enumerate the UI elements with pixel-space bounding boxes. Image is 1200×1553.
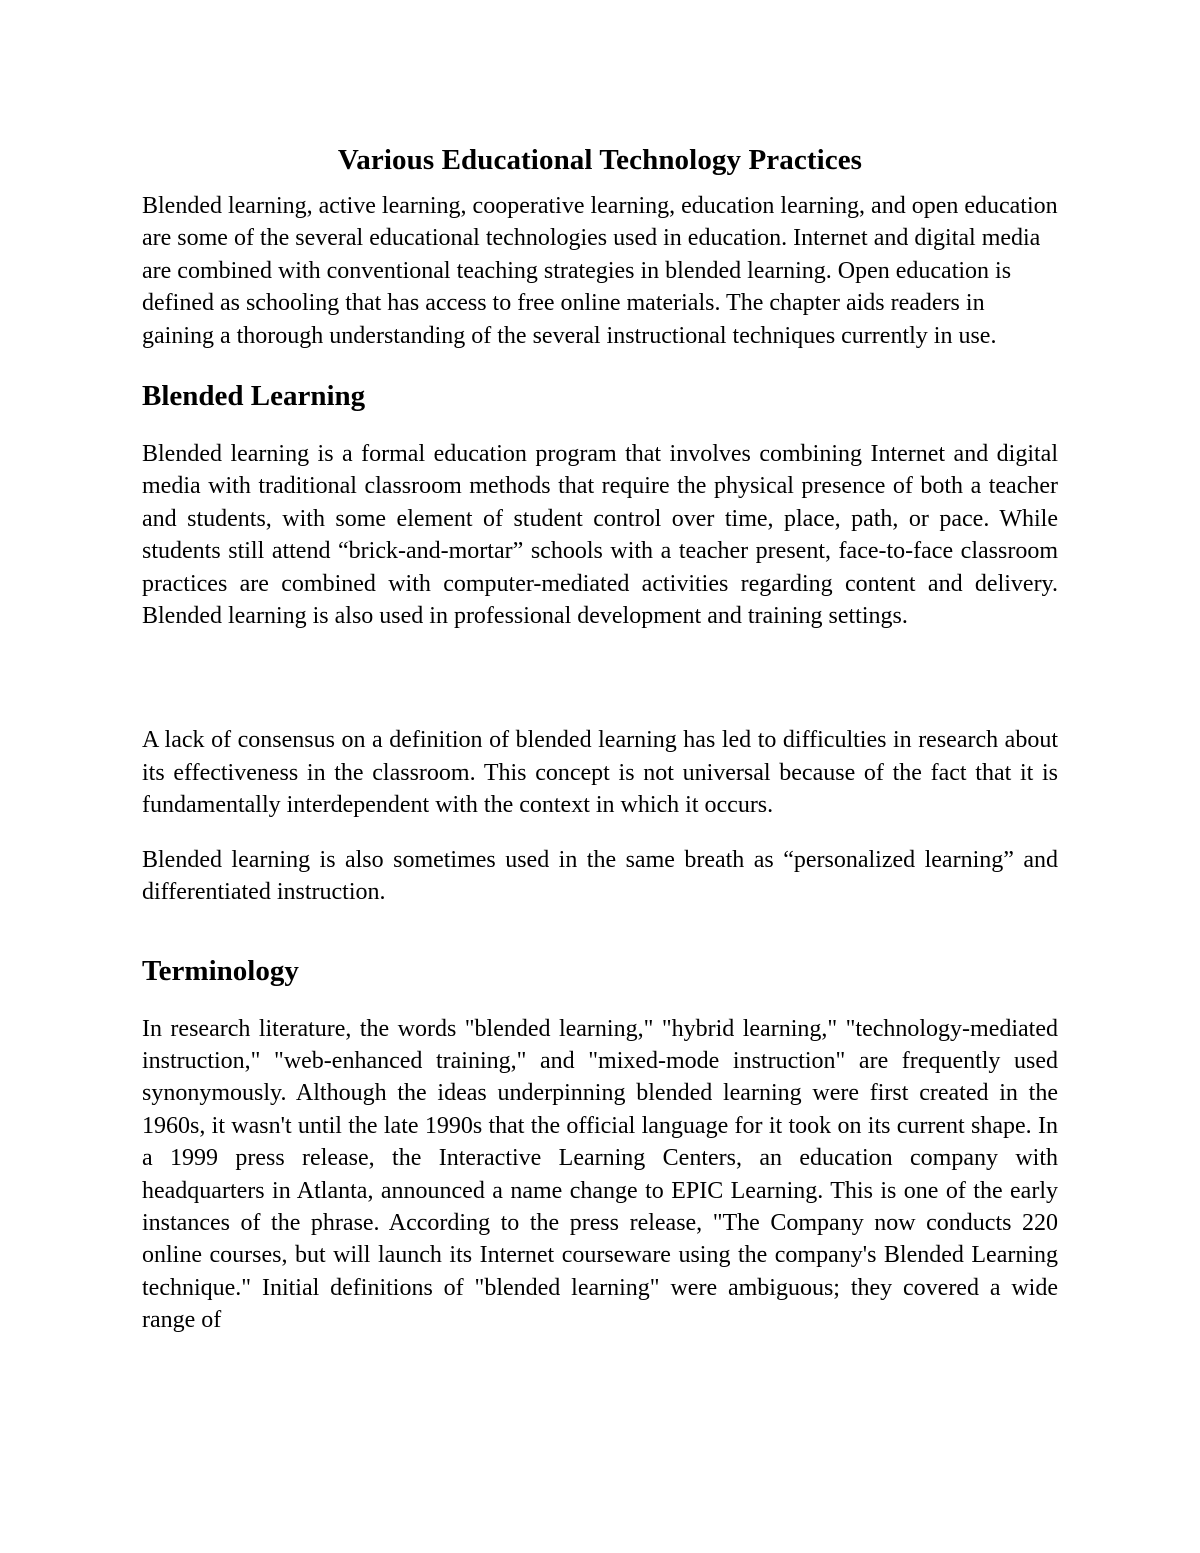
document-body <box>142 140 1058 1337</box>
terminology-paragraph-1: In research literature, the words "blended learning," "hybrid learning," "technology-mediated instruction," "web-enhanced training," and "mixed-mode instruction" are frequently used synonymously. Although the ideas underpinning blended learning were first created in the 1960s, it wasn't until the late 1990s that the official language for it took on its current shape. In a 1999 press release, the Interactive Learning Centers, an education company with headquarters in Atlanta, announced a name change to EPIC Learning. This is one of the early instances of the phrase. According to the press release, "The Company now conducts 220 online courses, but will launch its Internet courseware using the company's Blended Learning technique." Initial definitions of "blended learning" were ambiguous; they covered a wide range of <box>142 1015 1058 1334</box>
blended-learning-paragraph-1: Blended learning is a formal education program that involves combining Internet and digital media with traditional classroom methods that require the physical presence of both a teacher and students, with some element of student control over time, place, path, or pace. While students still attend “brick-and-mortar” schools with a teacher present, face-to-face classroom practices are combined with computer-mediated activities regarding content and delivery. Blended learning is also used in professional development and training settings. <box>142 441 1058 630</box>
intro-paragraph: Blended learning, active learning, cooperative learning, education learning, and open education are some of the several educational technologies used in education. Internet and digital media are combined with conventional teaching strategies in blended learning. Open education is defined as schooling that has access to free online materials. The chapter aids readers in gaining a thorough understanding of the several instructional techniques currently in use. <box>142 193 1058 349</box>
blended-learning-paragraph-2: A lack of consensus on a definition of blended learning has led to difficulties in research about its effectiveness in the classroom. This concept is not universal because of the fact that it is fundamentally interdependent with the context in which it occurs. <box>142 727 1058 819</box>
blended-learning-paragraph-3: Blended learning is also sometimes used in the same breath as “personalized learning” and differentiated instruction. <box>142 846 1058 906</box>
document-title: Various Educational Technology Practices <box>337 144 863 176</box>
section-heading-terminology: Terminology <box>142 954 299 987</box>
section-heading-blended-learning: Blended Learning <box>142 380 366 413</box>
